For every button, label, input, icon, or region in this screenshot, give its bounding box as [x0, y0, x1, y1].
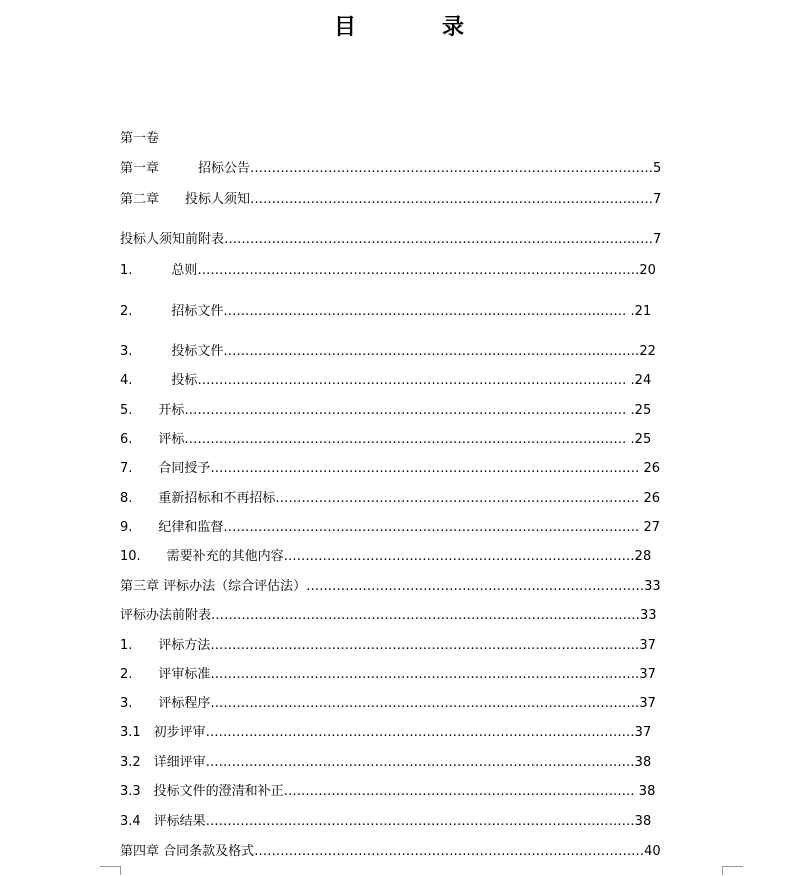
page-title: 目 录: [333, 15, 496, 40]
toc-entry: 5. 开标………………………………………………………………………………………… .25: [120, 403, 652, 418]
toc-entry: 8. 重新招标和不再招标………………………………………………………………………… 26: [120, 491, 661, 506]
toc-entry: 2. 评审标准………………………………………………………………………………………37: [120, 667, 656, 682]
toc-entry: 3. 投标文件……………………………………………………………………………………22: [120, 344, 656, 359]
toc-entry: 1. 评标方法………………………………………………………………………………………37: [120, 638, 656, 653]
toc-entry: 第一卷: [120, 131, 160, 146]
page-corner-mark-right: [722, 866, 743, 875]
toc-entry: 10. 需要补充的其他内容………………………………………………………………………28: [120, 549, 652, 564]
toc-entry: 评标办法前附表………………………………………………………………………………………33: [120, 608, 657, 623]
toc-entry: 第一章 招标公告…………………………………………………………………………………5: [120, 161, 662, 176]
toc-entry: 3. 评标程序………………………………………………………………………………………37: [120, 696, 656, 711]
toc-entry: 6. 评标………………………………………………………………………………………… .25: [120, 432, 652, 447]
toc-entry: 4. 投标……………………………………………………………………………………… .24: [120, 373, 652, 388]
toc-entry: 第四章 合同条款及格式………………………………………………………………………………40: [120, 844, 661, 859]
toc-entry: 投标人须知前附表………………………………………………………………………………………7: [120, 232, 662, 247]
toc-entry: 第二章 投标人须知…………………………………………………………………………………7: [120, 192, 662, 207]
toc-entry: 3.4 评标结果………………………………………………………………………………………38: [120, 814, 652, 829]
toc-entry: 1. 总则…………………………………………………………………………………………20: [120, 263, 656, 278]
toc-entry: 3.2 详细评审………………………………………………………………………………………38: [120, 755, 652, 770]
toc-entry: 3.1 初步评审………………………………………………………………………………………37: [120, 725, 652, 740]
toc-entry: 第三章 评标办法（综合评估法）……………………………………………………………………33: [120, 579, 661, 594]
page-corner-mark-left: [100, 866, 121, 875]
toc-entry: 9. 纪律和监督…………………………………………………………………………………… 27: [120, 520, 661, 535]
toc-entry: 3.3 投标文件的澄清和补正……………………………………………………………………… 38: [120, 784, 656, 799]
toc-entry: 7. 合同授予……………………………………………………………………………………… 26: [120, 461, 661, 476]
toc-entry: 2. 招标文件………………………………………………………………………………… .21: [120, 304, 652, 319]
